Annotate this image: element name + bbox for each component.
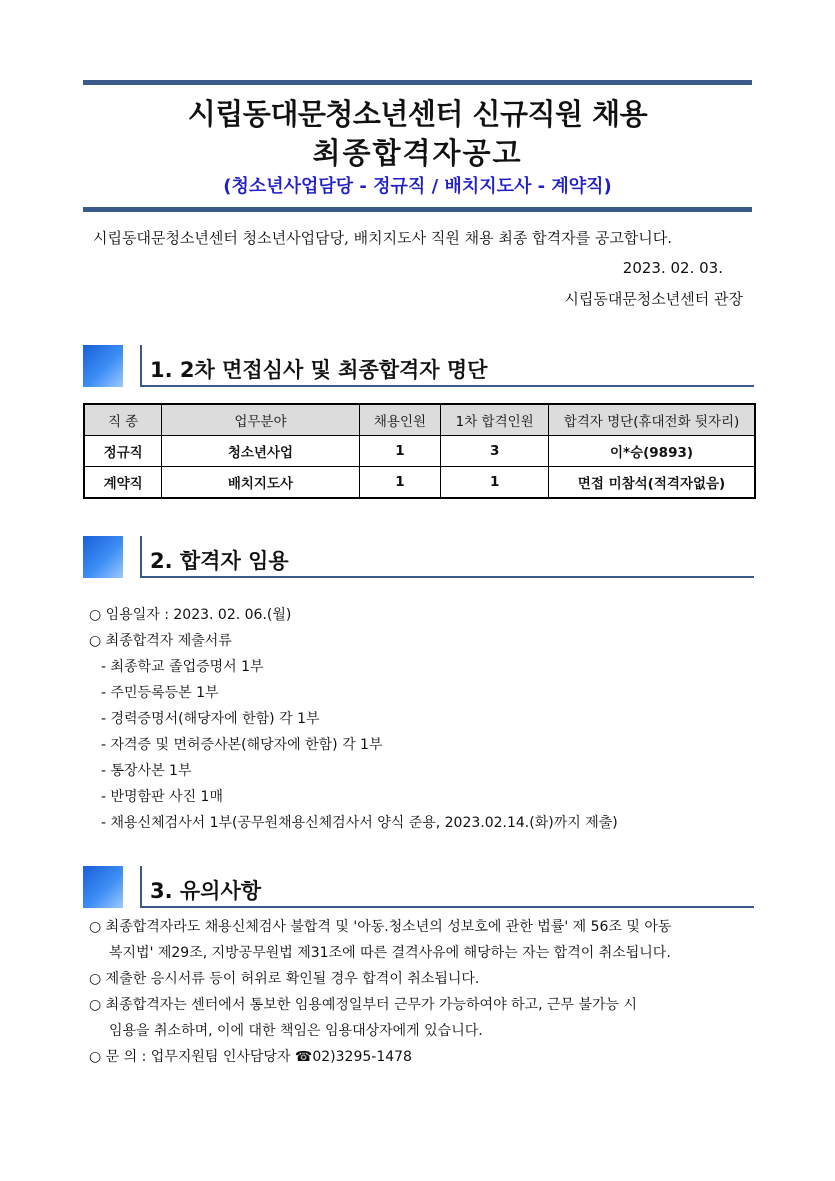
document-item: - 경력증명서(해당자에 한함) 각 1부 [101,711,320,727]
section-1-underline [142,385,754,387]
bottom-rule [83,207,752,212]
subtitle: (청소년사업담당 - 정규직 / 배치지도사 - 계약직) [223,176,612,197]
header-hires: 채용인원 [359,404,441,436]
section-3-bar [140,866,142,908]
results-table [83,403,756,499]
announcement-date: 2023. 02. 03. [622,259,723,277]
section-1-marker [83,345,123,387]
intro-text: 시립동대문청소년센터 청소년사업담당, 배치지도사 직원 채용 최종 합격자를 공고합니다. [93,229,673,247]
cell-first-pass: 1 [441,467,549,499]
section-1-bar [140,345,142,387]
header-field: 업무분야 [162,404,359,436]
notice-item-cont: 임용을 취소하며, 이에 대한 책임은 임용대상자에게 있습니다. [109,1023,483,1039]
document-item: - 주민등록등본 1부 [101,685,219,701]
top-rule [83,80,752,85]
section-3-underline [142,906,754,908]
section-1-title: 1. 2차 면접심사 및 최종합격자 명단 [150,358,488,382]
cell-field: 청소년사업 [162,436,359,467]
notice-item: ○ 최종합격자라도 채용신체검사 불합격 및 '아동.청소년의 성보호에 관한 법률' 제 56조 및 아동 [89,919,672,935]
contact-info: ○ 문 의 : 업무지원팀 인사담당자 ☎02)3295-1478 [89,1049,412,1065]
cell-field: 배치지도사 [162,467,359,499]
cell-final-list: 면접 미참석(적격자없음) [549,467,755,499]
cell-first-pass: 3 [441,436,549,467]
header-first-pass: 1차 합격인원 [441,404,549,436]
title-line-2: 최종합격자공고 [312,136,523,170]
cell-final-list: 이*승(9893) [549,436,755,467]
header-job-type: 직 종 [84,404,162,436]
documents-heading: ○ 최종합격자 제출서류 [89,633,232,649]
document-item: - 자격증 및 면허증사본(해당자에 한함) 각 1부 [101,737,383,753]
section-2-title: 2. 합격자 임용 [150,549,289,573]
title-line-1: 시립동대문청소년센터 신규직원 채용 [187,97,648,131]
document-item: - 통장사본 1부 [101,763,192,779]
cell-hires: 1 [359,467,441,499]
document-item: - 최종학교 졸업증명서 1부 [101,659,264,675]
notice-item-cont: 복지법' 제29조, 지방공무원법 제31조에 따른 결격사유에 해당하는 자는 합격이 취소됩니다. [109,945,671,961]
cell-hires: 1 [359,436,441,467]
table-header-row [84,404,755,436]
signer: 시립동대문청소년센터 관장 [564,290,743,308]
section-3-marker [83,866,123,908]
notice-item: ○ 제출한 응시서류 등이 허위로 확인될 경우 합격이 취소됩니다. [89,971,480,987]
section-2-marker [83,536,123,578]
section-2-bar [140,536,142,578]
table-row [84,436,755,467]
section-3-title: 3. 유의사항 [150,879,262,903]
section-2-underline [142,576,754,578]
cell-job-type: 계약직 [84,467,162,499]
appointment-date: ○ 임용일자 : 2023. 02. 06.(월) [89,607,292,623]
cell-job-type: 정규직 [84,436,162,467]
document-item: - 채용신체검사서 1부(공무원채용신체검사서 양식 준용, 2023.02.14.(화)까지 제출) [101,815,618,831]
document-item: - 반명함판 사진 1매 [101,789,223,805]
notice-item: ○ 최종합격자는 센터에서 통보한 임용예정일부터 근무가 가능하여야 하고, 근무 불가능 시 [89,997,638,1013]
table-row [84,467,755,499]
header-final-list: 합격자 명단(휴대전화 뒷자리) [549,404,755,436]
